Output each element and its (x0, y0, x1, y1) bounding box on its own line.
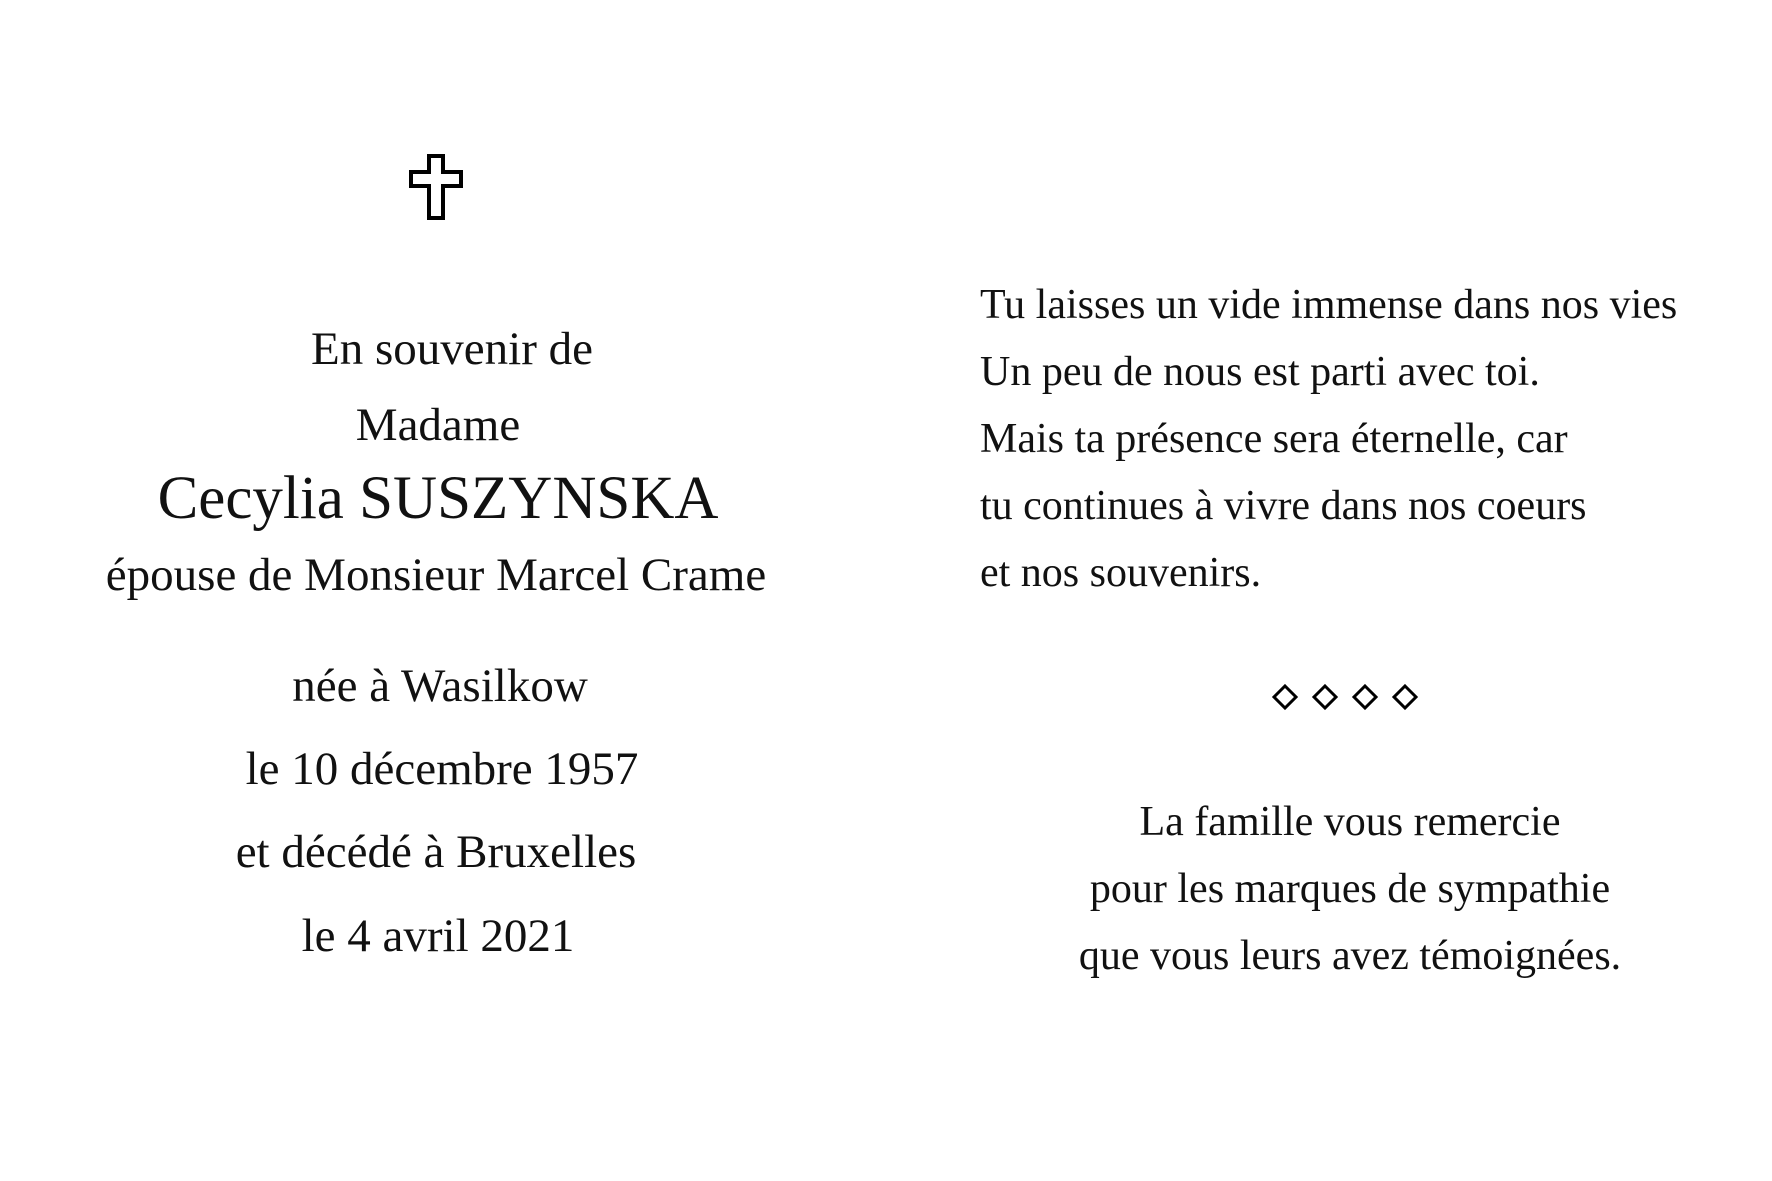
poem-line: Mais ta présence sera éternelle, car (980, 416, 1568, 462)
diamond-ornaments-icon (1270, 682, 1420, 712)
deceased-name: Cecylia SUSZYNSKA (157, 465, 719, 532)
thanks-line: pour les marques de sympathie (1089, 866, 1611, 912)
poem-line: tu continues à vivre dans nos coeurs (980, 483, 1587, 529)
poem-line: et nos souvenirs. (980, 550, 1262, 596)
death-place-text: et décédé à Bruxelles (235, 826, 637, 878)
death-date-text: le 4 avril 2021 (301, 910, 575, 962)
title-text: Madame (355, 399, 521, 451)
cross-icon (408, 154, 464, 220)
left-panel (0, 0, 880, 1181)
in-memory-of-text: En souvenir de (311, 323, 593, 375)
right-panel (980, 0, 1772, 1181)
birth-date-text: le 10 décembre 1957 (245, 743, 639, 795)
thanks-line: que vous leurs avez témoignées. (1078, 933, 1622, 979)
thanks-line: La famille vous remercie (1139, 799, 1561, 845)
thanks-message (1050, 801, 1650, 1002)
poem (980, 284, 1677, 619)
poem-line: Un peu de nous est parti avec toi. (980, 349, 1540, 395)
birth-place-text: née à Wasilkow (292, 660, 588, 712)
spouse-text: épouse de Monsieur Marcel Crame (105, 549, 767, 601)
poem-line: Tu laisses un vide immense dans nos vies (980, 282, 1678, 328)
